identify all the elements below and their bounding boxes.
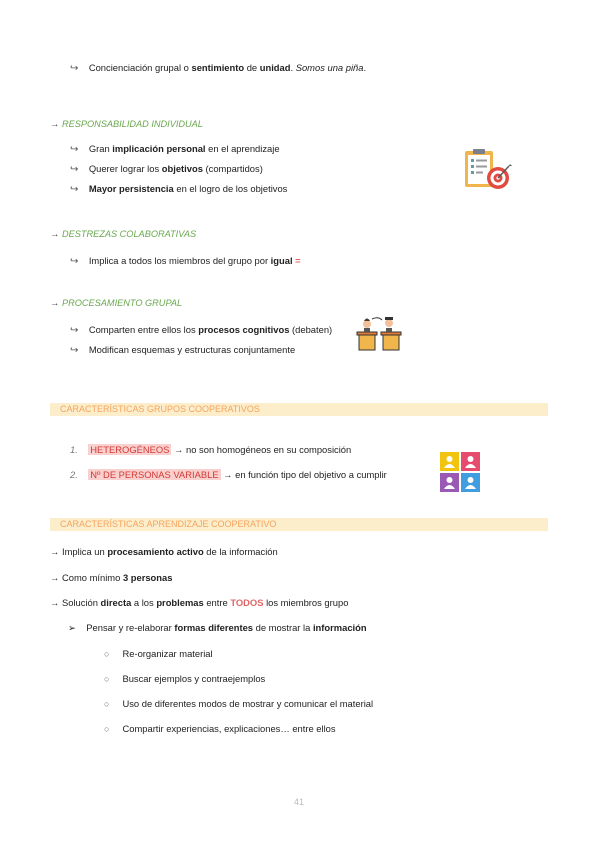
text: (compartidos) <box>202 163 263 174</box>
text: de <box>244 62 260 73</box>
numbered-item <box>70 469 387 480</box>
debate-podium-icon <box>356 314 402 354</box>
bold-text: información <box>312 622 367 633</box>
heading-procesamiento <box>50 297 182 308</box>
emphasis-text: TODOS <box>230 597 264 608</box>
line-concienciacion <box>70 62 366 74</box>
highlight-label: HETEROGÉNEOS <box>90 444 170 455</box>
sub-list-item <box>104 723 336 734</box>
bold-text: sentimiento <box>191 62 245 73</box>
circle-bullet-icon: ○ <box>104 724 110 734</box>
bold-text: 3 personas <box>122 572 173 583</box>
heading-responsabilidad <box>50 118 203 129</box>
italic-text: Somos una piña <box>295 62 364 73</box>
text: . <box>363 62 367 73</box>
list-item-pensar <box>68 622 367 634</box>
bold-text: problemas <box>156 597 204 608</box>
section-band-grupos <box>50 403 548 416</box>
list-item <box>50 572 172 583</box>
sub-list-item <box>104 648 213 659</box>
text: en el logro de los objetivos <box>173 183 288 194</box>
section-title: PROCESAMIENTO GRUPAL <box>61 298 183 308</box>
bold-text: implicación personal <box>112 143 206 154</box>
list-item <box>50 597 348 608</box>
bold-text: procesamiento activo <box>107 546 204 557</box>
heading-destrezas <box>50 228 196 239</box>
text: → Implica un <box>50 546 108 557</box>
bold-text: procesos cognitivos <box>198 324 290 335</box>
arrow-icon: → <box>50 118 60 129</box>
arrowhead-bullet-icon: ➢ <box>68 622 76 633</box>
bold-text: formas diferentes <box>174 622 254 633</box>
arrow-icon: → <box>50 228 60 239</box>
text: Modifican esquemas y estructuras conjuntamente <box>88 344 296 355</box>
text: los miembros grupo <box>263 597 349 608</box>
text: Comparten entre ellos los <box>88 324 199 335</box>
hook-arrow-icon: ↪ <box>70 144 79 155</box>
hook-arrow-icon: ↪ <box>70 325 79 336</box>
bold-text: Mayor persistencia <box>88 183 174 194</box>
list-item <box>70 163 263 175</box>
text: de mostrar la <box>253 622 313 633</box>
bold-text: unidad <box>259 62 291 73</box>
item-number: 1. <box>70 444 78 455</box>
circle-bullet-icon: ○ <box>104 674 110 684</box>
text: → en función tipo del objetivo a cumplir <box>220 469 387 480</box>
numbered-item <box>70 444 351 455</box>
section-title: DESTREZAS COLABORATIVAS <box>61 229 197 239</box>
hook-arrow-icon: ↪ <box>70 184 79 195</box>
text: Concienciación grupal o <box>88 62 192 73</box>
band-title: CARACTERÍSTICAS GRUPOS COOPERATIVOS <box>60 404 260 414</box>
text: Pensar y re-elaborar <box>86 622 175 633</box>
hook-arrow-icon: ↪ <box>70 63 79 74</box>
section-title: RESPONSABILIDAD INDIVIDUAL <box>61 119 203 129</box>
text: en el aprendizaje <box>205 143 280 154</box>
text: a los <box>131 597 157 608</box>
list-item <box>70 324 332 336</box>
text: (debaten) <box>289 324 333 335</box>
section-band-aprendizaje <box>50 518 548 531</box>
sub-list-item <box>104 673 265 684</box>
hook-arrow-icon: ↪ <box>70 345 79 356</box>
item-number: 2. <box>70 469 78 480</box>
text: Gran <box>88 143 113 154</box>
text: Re-organizar material <box>122 648 213 659</box>
hook-arrow-icon: ↪ <box>70 256 79 267</box>
text: → Solución <box>50 597 101 608</box>
list-item <box>70 183 287 195</box>
sub-list-item <box>104 698 373 709</box>
text: → no son homogéneos en su composición <box>171 444 352 455</box>
bold-text: directa <box>100 597 132 608</box>
text: Buscar ejemplos y contraejemplos <box>122 673 266 684</box>
text: de la información <box>203 546 278 557</box>
text: . <box>290 62 296 73</box>
list-item <box>70 344 295 356</box>
page-number: 41 <box>294 797 305 807</box>
bold-text: igual <box>270 255 293 266</box>
circle-bullet-icon: ○ <box>104 649 110 659</box>
band-title: CARACTERÍSTICAS APRENDIZAJE COOPERATIVO <box>60 519 277 529</box>
clipboard-target-icon <box>462 147 514 193</box>
team-puzzle-icon <box>440 452 480 492</box>
text: Compartir experiencias, explicaciones… entre ellos <box>122 723 336 734</box>
bold-text: objetivos <box>161 163 203 174</box>
text: → Como mínimo <box>50 572 123 583</box>
text: Implica a todos los miembros del grupo por <box>88 255 271 266</box>
highlight-label: Nº DE PERSONAS VARIABLE <box>90 469 219 480</box>
circle-bullet-icon: ○ <box>104 699 110 709</box>
list-item <box>70 255 301 267</box>
arrow-icon: → <box>50 297 60 308</box>
text: Uso de diferentes modos de mostrar y comunicar el material <box>122 698 374 709</box>
equals-sign: = <box>295 255 301 266</box>
text: Querer lograr los <box>88 163 162 174</box>
hook-arrow-icon: ↪ <box>70 164 79 175</box>
list-item <box>70 143 280 155</box>
list-item <box>50 546 278 557</box>
text: entre <box>203 597 231 608</box>
